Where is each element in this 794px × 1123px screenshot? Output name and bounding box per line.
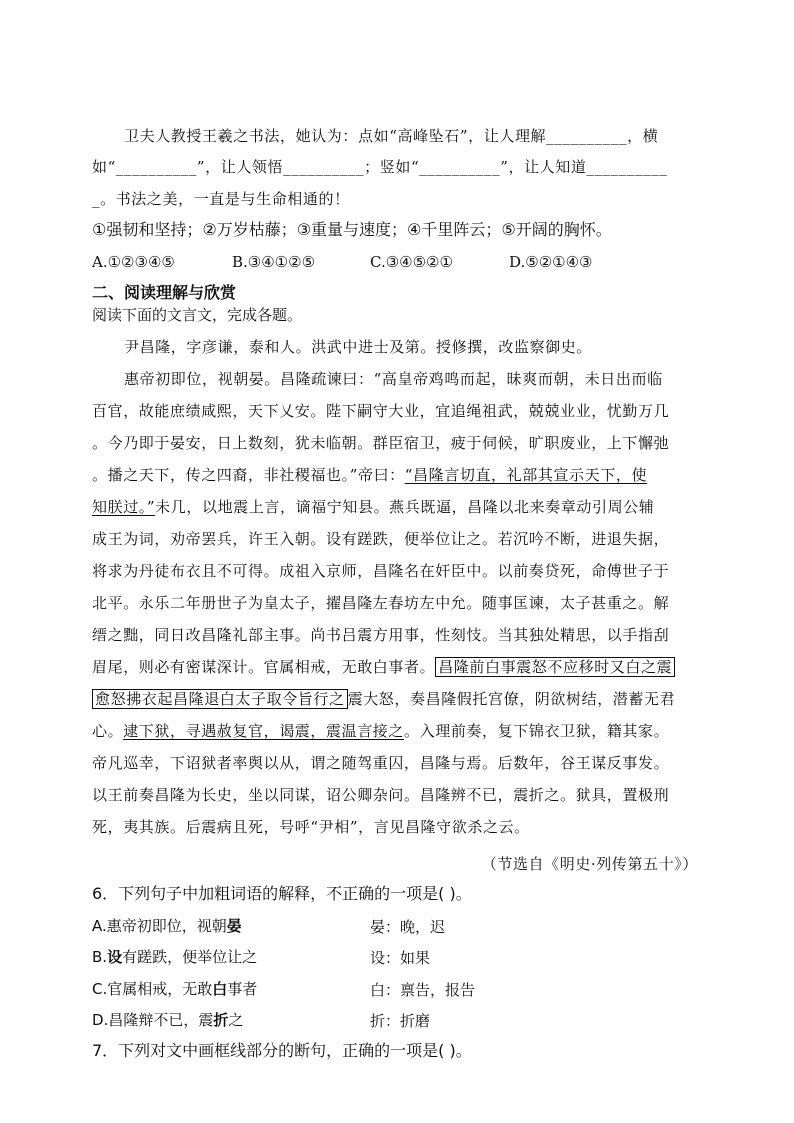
passage-line: 惠帝初即位，视朝晏。昌隆疏谏曰：“高皇帝鸡鸣而起，昧爽而朝，未日出而临 xyxy=(124,370,663,388)
passage-line: 成王为词，劝帝罢兵，许王入朝。设有蹉跌，便举位让之。若沉吟不断，进退失据， xyxy=(92,530,670,548)
option-text: 有蹉跌，便举位让之 xyxy=(122,948,258,966)
passage-line xyxy=(92,721,669,741)
q6-option-d xyxy=(92,1010,243,1030)
underlined-text: “昌隆言切直，礼部其宣示天下，使 xyxy=(404,466,648,484)
instruction: 阅读下面的文言文，完成各题。 xyxy=(92,306,303,324)
bold-word: 白 xyxy=(212,980,228,998)
passage-line: 百官，故能庶绩咸熙，天下乂安。陛下嗣守大业，宜追绳祖武，兢兢业业，忧勤万几 xyxy=(92,402,670,420)
option-a: A.①②③④⑤ xyxy=(92,253,175,271)
q6-gloss-b: 设：如果 xyxy=(370,949,431,967)
underlined-text: 知朕过。” xyxy=(92,498,156,516)
passage-text: 震大怒，奏昌隆假托宫僚，阴欲树结，潜蓄无君 xyxy=(347,690,676,708)
passage-text: 。播之天下，传之四裔，非社稷福也。”帝曰： xyxy=(92,466,405,484)
option-text: B. xyxy=(92,948,108,966)
option-c: C.③④⑤②① xyxy=(370,253,453,271)
q6-option-a xyxy=(92,916,242,936)
option-text: A.惠帝初即位，视朝 xyxy=(92,917,227,935)
q6-option-c xyxy=(92,979,257,999)
passage-line: 。今乃即于晏安，日上数刻，犹未临朝。群臣宿卫，疲于伺候，旷职废业，上下懈弛 xyxy=(92,434,670,452)
passage-line xyxy=(92,497,654,517)
passage-text: 未几，以地震上言，谪福宁知县。燕兵既逼，昌隆以北来奏章动引周公辅 xyxy=(155,498,655,516)
q6-gloss-d: 折：折磨 xyxy=(370,1012,431,1030)
option-text: 之 xyxy=(228,1011,244,1029)
passage-line: 以王前奏昌隆为长史，坐以同谋，诏公卿杂问。昌隆辨不已，震折之。狱具，置极刑 xyxy=(92,786,670,804)
passage-text: 眉尾，则必有密谋深计。官属相戒，无敢白事者。 xyxy=(92,658,436,676)
q6-option-b xyxy=(92,947,257,967)
option-text: D.昌隆辩不已，震 xyxy=(92,1011,214,1029)
passage-line: 北平。永乐二年册世子为皇太子，擢昌隆左春坊左中允。随事匡谏，太子甚重之。解 xyxy=(92,594,670,612)
paragraph-line: 卫夫人教授王羲之书法，她认为：点如“高峰坠石”，让人理解__________，横 xyxy=(124,127,659,145)
passage-line: 尹昌隆，字彦谦，泰和人。洪武中进士及第。授修撰，改监察御史。 xyxy=(124,338,593,356)
section-heading: 二、阅读理解与欣赏 xyxy=(92,283,237,302)
passage-line xyxy=(92,465,647,485)
underlined-text: 逮下狱，寻遇赦复官，谒震，震温言接之 xyxy=(123,722,405,740)
option-text: C.官属相戒，无敢 xyxy=(92,980,213,998)
passage-line xyxy=(92,689,675,709)
question-6-stem: 6．下列句子中加粗词语的解释，不正确的一项是( )。 xyxy=(92,884,472,903)
q6-gloss-c: 白：禀告，报告 xyxy=(370,981,476,999)
q6-gloss-a: 晏：晚，迟 xyxy=(370,918,446,936)
passage-line: 将求为丹徒布衣且不可得。成祖入京师，昌隆名在奸臣中。以前奏贷死，命傅世子于 xyxy=(92,562,670,580)
passage-text: 。入理前奏，复下锦衣卫狱，籍其家。 xyxy=(404,722,670,740)
option-text: 事者 xyxy=(227,980,258,998)
choices-text: ①强韧和坚持；②万岁枯藤；③重量与速度；④千里阵云；⑤开阔的胸怀。 xyxy=(92,220,612,239)
boxed-sentence: 愈怒拂衣起昌隆退白太子取令旨行之 xyxy=(92,689,348,709)
question-7-stem: 7．下列对文中画框线部分的断句，正确的一项是( )。 xyxy=(92,1041,472,1060)
boxed-sentence: 昌隆前白事震怒不应移时又白之震 xyxy=(435,657,675,677)
paragraph-line: _。书法之美，一直是与生命相通的！ xyxy=(92,190,350,208)
bold-word: 晏 xyxy=(226,917,242,935)
passage-line: 死，夷其族。后震病且死，号呼“尹相”，言见昌隆守欲杀之云。 xyxy=(92,818,530,836)
passage-text: 心。 xyxy=(92,722,124,740)
option-b: B.③④①②⑤ xyxy=(232,253,316,271)
paragraph-line: 如“__________”，让人领悟__________；竖如“__________”，让人知道__________ xyxy=(92,158,668,176)
option-d: D.⑤②①④③ xyxy=(509,253,593,271)
passage-line xyxy=(92,657,675,677)
bold-word: 折 xyxy=(213,1011,229,1029)
bold-word: 设 xyxy=(107,948,123,966)
passage-line: 缙之黜，同日改昌隆礼部主事。尚书吕震方用事，性刻忮。当其独处精思，以手指刮 xyxy=(92,626,670,644)
source-citation: （节选自《明史·列传第五十》） xyxy=(481,855,698,873)
passage-line: 帝凡巡幸，下诏狱者率舆以从，谓之随驾重囚，昌隆与焉。后数年，谷王谋反事发。 xyxy=(92,754,670,772)
